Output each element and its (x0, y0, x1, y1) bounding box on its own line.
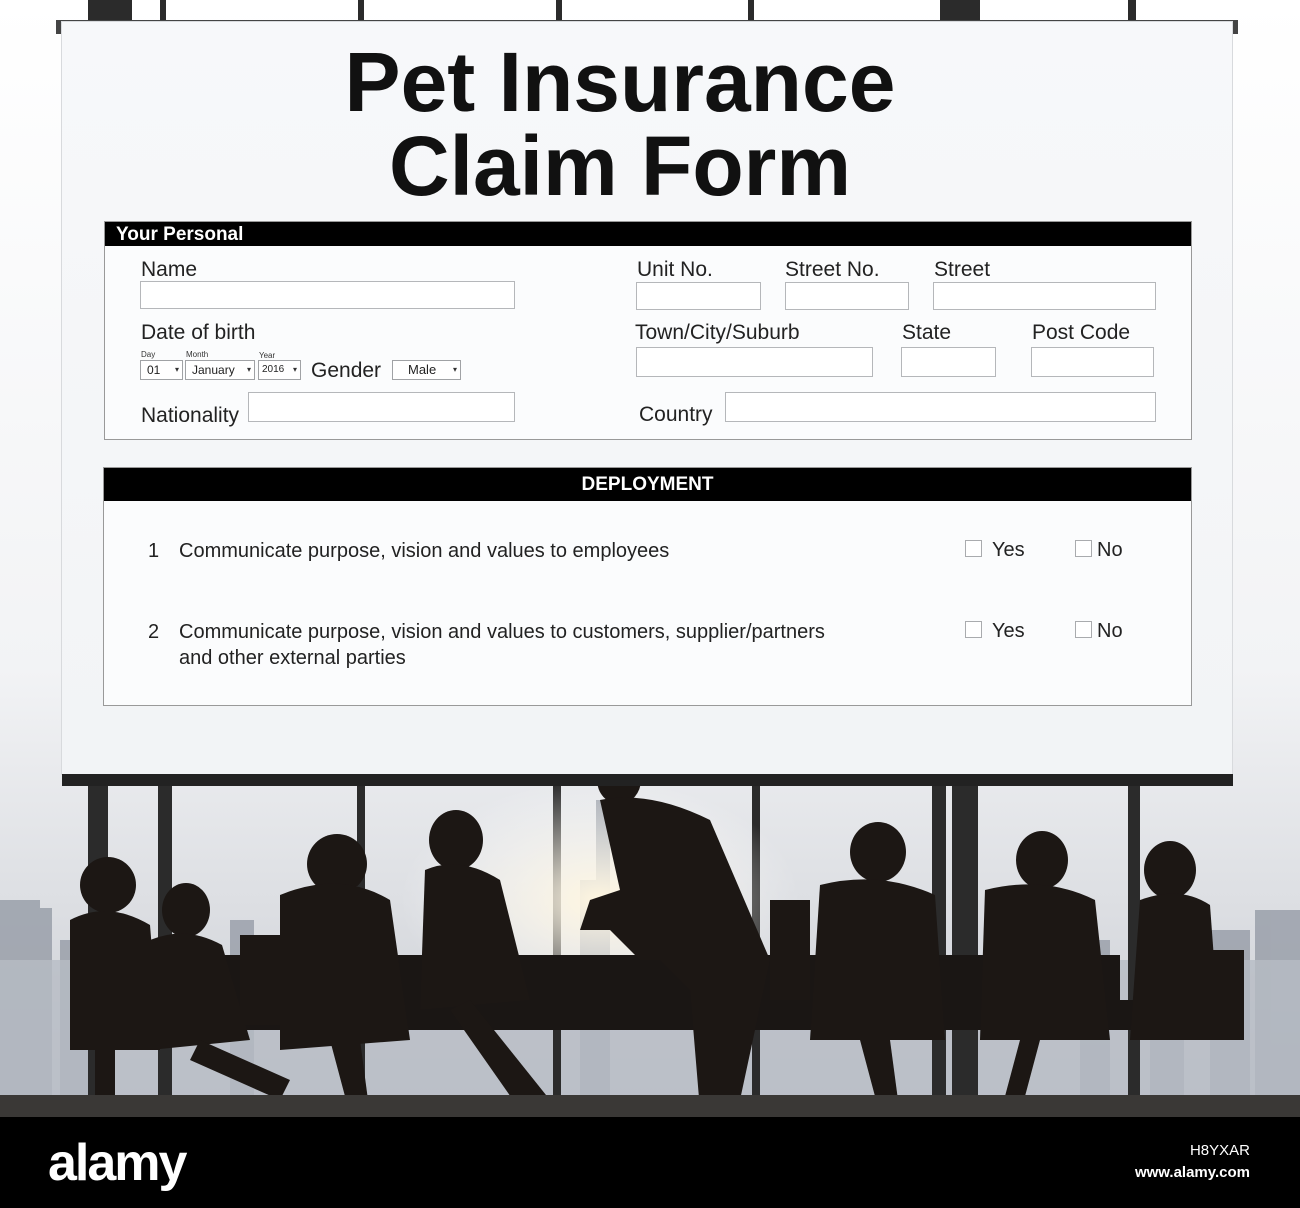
town-field[interactable] (636, 347, 873, 377)
country-label: Country (639, 403, 713, 426)
watermark-url: www.alamy.com (1134, 1164, 1250, 1181)
title-line-1: Pet Insurance (344, 35, 896, 129)
gender-select-value: Male (408, 362, 437, 377)
page-title (260, 35, 980, 213)
country-field[interactable] (725, 392, 1156, 422)
year-label: Year (259, 351, 276, 360)
unit-no-field[interactable] (636, 282, 761, 310)
day-label: Day (141, 350, 156, 359)
town-label: Town/City/Suburb (635, 321, 800, 344)
state-label: State (902, 321, 952, 344)
day-select[interactable] (140, 360, 183, 380)
year-select[interactable] (258, 360, 301, 380)
chevron-down-icon: ▾ (246, 365, 251, 374)
projector-screen-bottom-bar (62, 774, 1233, 786)
gender-select[interactable] (392, 360, 461, 380)
gender-label: Gender (311, 359, 382, 382)
month-select-value: January (192, 363, 235, 377)
watermark-image-id: H8YXAR (1189, 1142, 1250, 1159)
month-select[interactable] (185, 360, 255, 380)
chevron-down-icon: ▾ (292, 365, 297, 374)
name-field[interactable] (140, 281, 515, 309)
yes-label: Yes (992, 620, 1025, 642)
yes-checkbox[interactable] (965, 621, 982, 638)
street-label: Street (934, 258, 991, 281)
no-label: No (1097, 620, 1123, 642)
yes-checkbox[interactable] (965, 540, 982, 557)
no-label: No (1097, 539, 1123, 561)
year-select-value: 2016 (262, 364, 285, 375)
item-text-line-2: and other external parties (179, 647, 406, 669)
post-code-field[interactable] (1031, 347, 1154, 377)
nationality-label: Nationality (141, 404, 240, 427)
item-text (179, 538, 669, 564)
item-text-line-1: Communicate purpose, vision and values to employees (179, 540, 670, 562)
street-no-label: Street No. (785, 258, 880, 281)
no-checkbox[interactable] (1075, 540, 1092, 557)
yes-label: Yes (992, 539, 1025, 561)
chevron-down-icon: ▾ (174, 365, 179, 374)
nationality-field[interactable] (248, 392, 515, 422)
chevron-down-icon: ▾ (452, 365, 457, 374)
street-field[interactable] (933, 282, 1156, 310)
day-select-value: 01 (147, 363, 161, 377)
item-number: 2 (148, 621, 160, 643)
watermark-bar (0, 1117, 1300, 1208)
personal-section-header: Your Personal (105, 222, 1191, 246)
no-checkbox[interactable] (1075, 621, 1092, 638)
item-text (179, 619, 825, 671)
item-text-line-1: Communicate purpose, vision and values to customers, supplier/partners (179, 621, 825, 643)
personal-section (104, 221, 1192, 440)
title-line-2: Claim Form (388, 119, 852, 213)
deployment-section-header: DEPLOYMENT (104, 468, 1191, 501)
state-field[interactable] (901, 347, 996, 377)
deployment-section (103, 467, 1192, 706)
watermark-logo: alamy (48, 1134, 186, 1192)
dob-label: Date of birth (141, 321, 256, 344)
name-label: Name (141, 258, 198, 281)
street-no-field[interactable] (785, 282, 909, 310)
unit-no-label: Unit No. (637, 258, 713, 281)
month-label: Month (186, 350, 209, 359)
post-code-label: Post Code (1032, 321, 1131, 344)
item-number: 1 (148, 540, 160, 562)
